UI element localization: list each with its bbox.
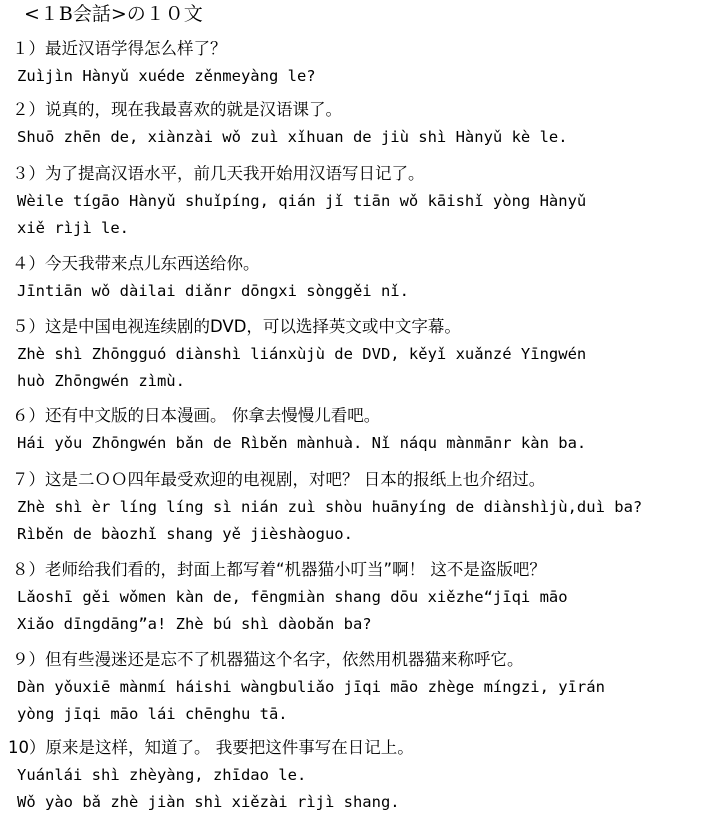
sentence-pinyin: Dàn yǒuxiē mànmí háishi wàngbuliǎo jīqi māo zhège míngzi, yīrán (17, 678, 605, 696)
sentence-chinese: ２）说真的，现在我最喜欢的就是汉语课了。 (12, 100, 342, 119)
sentence-chinese: 10）原来是这样，知道了。 我要把这件事写在日记上。 (8, 738, 414, 757)
sentence-chinese: ３）为了提高汉语水平，前几天我开始用汉语写日记了。 (12, 164, 425, 183)
sentence-pinyin: xiě rìjì le. (17, 219, 129, 237)
sentence-pinyin: huò Zhōngwén zìmù. (17, 372, 185, 390)
sentence-pinyin: Wèile tígāo Hànyǔ shuǐpíng, qián jǐ tiān wǒ kāishǐ yòng Hànyǔ (17, 192, 587, 210)
sentence-chinese: ７）这是二ＯＯ四年最受欢迎的电视剧，对吧？ 日本的报纸上也介绍过。 (12, 470, 546, 489)
sentence-pinyin: yòng jīqi māo lái chēnghu tā. (17, 705, 288, 723)
sentence-pinyin: Shuō zhēn de, xiànzài wǒ zuì xǐhuan de jiù shì Hànyǔ kè le. (17, 128, 568, 146)
sentence-chinese: ５）这是中国电视连续剧的DVD，可以选择英文或中文字幕。 (12, 317, 461, 336)
sentence-chinese: １）最近汉语学得怎么样了？ (12, 39, 227, 58)
sentence-pinyin: Rìběn de bàozhǐ shang yě jièshàoguo. (17, 525, 353, 543)
sentence-pinyin: Zhè shì Zhōngguó diànshì liánxùjù de DVD, kěyǐ xuǎnzé Yīngwén (17, 345, 587, 363)
sentence-pinyin: Zuìjìn Hànyǔ xuéde zěnmeyàng le? (17, 67, 316, 85)
sentence-pinyin: Zhè shì èr líng líng sì nián zuì shòu huānyíng de diànshìjù,duì ba? (17, 498, 643, 516)
sentence-chinese: ９）但有些漫迷还是忘不了机器猫这个名字，依然用机器猫来称呼它。 (12, 650, 524, 669)
sentence-pinyin: Yuánlái shì zhèyàng, zhīdao le. (17, 766, 307, 784)
sentence-chinese: ８）老师给我们看的，封面上都写着“机器猫小叮当”啊！ 这不是盗版吧？ (12, 560, 546, 579)
sentence-pinyin: Jīntiān wǒ dàilai diǎnr dōngxi sònggěi nǐ. (17, 282, 409, 300)
sentence-pinyin: Wǒ yào bǎ zhè jiàn shì xiězài rìjì shang. (17, 793, 400, 811)
sentence-chinese: ６）还有中文版的日本漫画。 你拿去慢慢儿看吧。 (12, 406, 381, 425)
sentence-chinese: ４）今天我带来点儿东西送给你。 (12, 254, 260, 273)
sentence-pinyin: Lǎoshī gěi wǒmen kàn de, fēngmiàn shang dōu xiězhe“jīqi māo (17, 588, 568, 606)
sentence-pinyin: Hái yǒu Zhōngwén bǎn de Rìběn mànhuà. Nǐ náqu mànmānr kàn ba. (17, 434, 587, 452)
page-title: <１B会話>の１０文 (24, 3, 203, 25)
sentence-pinyin: Xiǎo dīngdāng”a! Zhè bú shì dàobǎn ba? (17, 615, 372, 633)
